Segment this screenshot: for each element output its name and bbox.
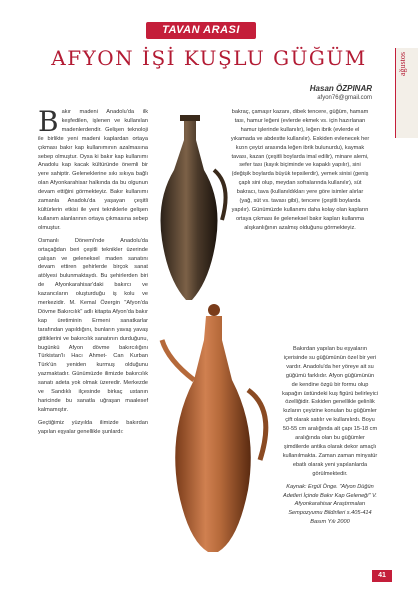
paragraph-4: bakraç, çamaşır kazanı, dibek tencere, güğüm, hamam tası, hamur leğeni (evlerde ekmek vs. için hazırlanan hamur işlerinde kullanılır), leğen ibrik (evlerde el yıkamada ve abdestte kullanılır). Eskiden evlenecek her kızın çeyizi arasında leğen ibrik bulunurdu), kaymak tavası, kazan (çeşitli boylarda imal edilir), minare alemi, sefer tası (kayık biçiminde ve kapaklı yapılır), sini (değişik boylarda büyük tepsilerdir), yemek sinisi (geniş çaplı sini olup, meydan sofralarında kullanılır), süt bakracı, tava (kullanıldıkları yere göre isimler alırlar (yağ, süt vs. tavası gibi), tencere (çeşitli boylarda yapılır). Günümüzde kullanımı daha kolay olan kapların ortaya çıkması ile geleneksel bakır kapları kullanma alışkanlığının azalmış olduğunu görmekteyiz. bbox=[230, 109, 370, 231]
text-column-left bbox=[38, 105, 148, 441]
paragraph-1: Bakır madeni Anadolu'da ilk keşfedilen, işlenen ve kullanılan madenlerdendir. Gelişen teknoloji ile birlikte yeni madeni kaplardan ortaya çıkması bakır kap kullanımının azalmasına sebep olmuştur. Oysa ki bakır kap kullanımı Anadolu kap kacak kültüründe önemli bir yere sahiptir. Geleneklerine sıkı sıkıya bağlı olan Afyonkarahisar halkında da bu olgunun devam ettiğini görmekteyiz. Bakır kullanımı zamanla Anadolu'da yaşayan çeşitli kültürlerin etkisi ile yeni tekniklerle gelişen kullanım alanlarının ortaya çıkmasına sebep olmuştur. bbox=[38, 105, 148, 231]
paragraph-5: Bakırdan yapılan bu eşyaların içerisinde su güğümünün özel bir yeri vardır. Anadolu'da her yöreye ait su güğümü farklıdır. Afyon güğümünün de kendine özgü bir formu olup kapağın üstündeki kuş figürü belirleyici özelliğidir. Eskiden genellikle gelinlik kızların çeyizine konulan bu güğümler çift olarak satılır ve kullanılırdı. Boyu 50-55 cm aralığında alt çapı 15-18 cm aralığında olan bu güğümler şimdilerde antika olarak dekor amaçlı kullanılmakta. Zaman zaman minyatür ebatlı olarak yeni yapılanlarda görülmektedir. bbox=[282, 346, 378, 477]
text-column-right-lower bbox=[282, 345, 378, 531]
paragraph-2: Osmanlı Dönemi'nde Anadolu'da ortaçağdan beri çeşitli teknikler üzerinde çalışan ve geleneksel maden sanatını devam ettiren şehirlerde birçok sanat atölyesi bulunmaktaydı. Bu şehirlerden biri de Afyonkarahisar'daki bakırcı ve kazancıların oluşturduğu iş kolu ve merkezidir. M. Kemal Özergin "Afyon'da Dövme Bakırcılık" adlı kitapta Afyon'da bakır kap üretiminin Ermeni sanatkarlar tarafından yapıldığını, bunların yavaş yavaş gittiklerini ve bakırcılık sanatının durduğunu, bugünkü Afyon dövme bakırcılığını Türkistan'lı Hacı Ahmet- Can Kurban Türk'ün yeniden kurmuş olduğunu yazmaktadır. Günümüzde ilimizde bakırcılık sanatı adeta yok olmak üzeredir. Merkezde ve Sandıklı ilçesinde birkaç ustanın haricinde bu sanatla uğraşan maalesef kalmamıştır. bbox=[38, 237, 148, 413]
article-title: AFYON İŞİ KUŞLU GÜĞÜM bbox=[51, 46, 367, 70]
side-logo: ağustos bbox=[398, 52, 407, 76]
text-column-right bbox=[230, 108, 370, 237]
page-number: 41 bbox=[372, 570, 392, 582]
author-email: afyon76@gmail.com bbox=[317, 95, 372, 101]
copper-jug-image-bottom bbox=[148, 300, 278, 560]
paragraph-3: Geçtiğimiz yüzyılda ilimizde bakırdan yapılan eşyalar genellikle şunlardı: bbox=[38, 419, 148, 435]
author-name: Hasan ÖZPINAR bbox=[309, 84, 372, 93]
drop-cap: B bbox=[38, 105, 59, 138]
copper-jug-image-top bbox=[144, 110, 234, 310]
section-tag: TAVAN ARASI bbox=[162, 24, 240, 36]
source-citation: Kaynak: Ergül Önge. "Afyon Düğün Adetleri İçinde Bakır Kap Geleneği" V. Afyonkarahisar Araştırmaları Sempozyumu Bildirileri s.405-414 Basım Yılı 2000 bbox=[283, 483, 377, 526]
